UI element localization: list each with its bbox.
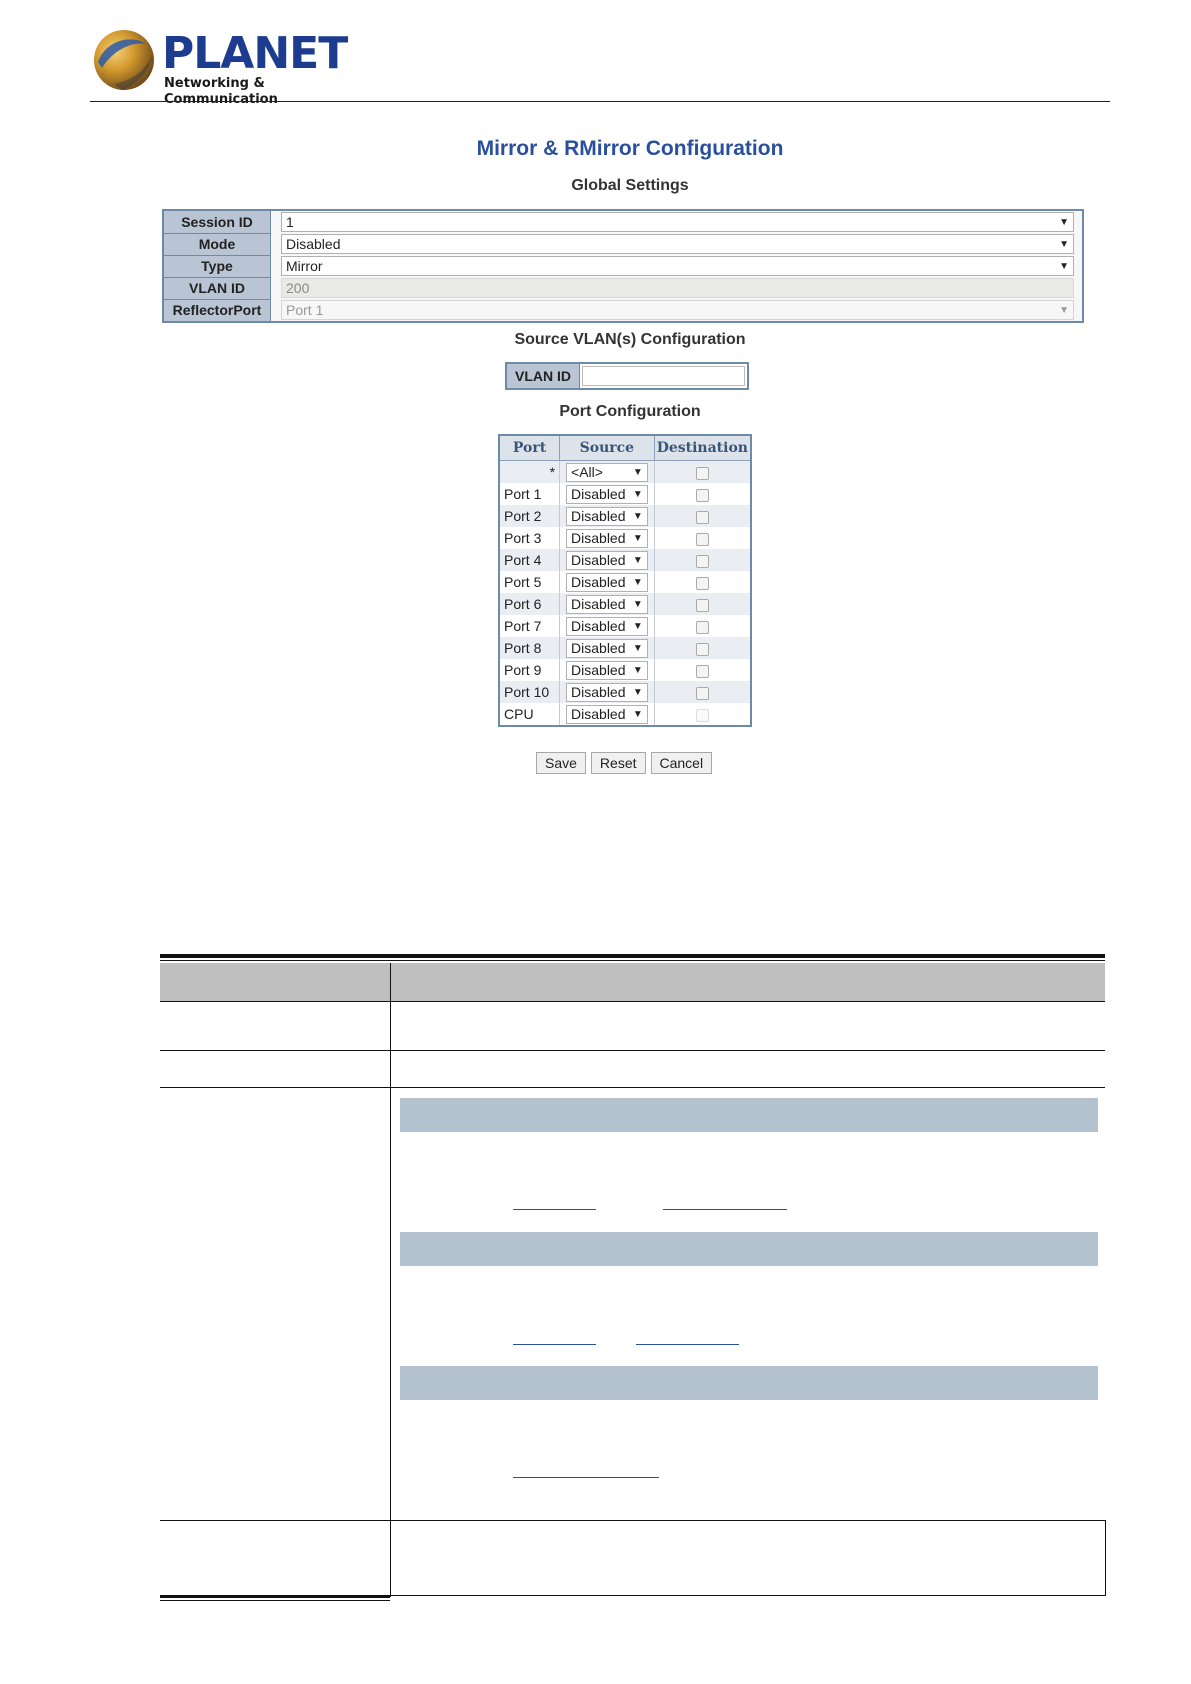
port-cell: Port 1 — [499, 483, 560, 505]
port-header: Port — [499, 435, 560, 461]
source-select[interactable] — [566, 617, 648, 636]
session-id-select[interactable] — [281, 212, 1074, 232]
destination-checkbox[interactable] — [696, 687, 709, 700]
table-row — [499, 571, 751, 593]
session-id-label: Session ID — [163, 210, 271, 233]
row-divider — [160, 1087, 1105, 1088]
source-value: Disabled — [571, 684, 626, 700]
table-row — [499, 703, 751, 726]
table-row — [499, 637, 751, 659]
source-select[interactable] — [566, 639, 648, 658]
port-cell: CPU — [499, 703, 560, 726]
chevron-down-icon: ▼ — [632, 686, 643, 698]
table-bottom-rule — [160, 1595, 390, 1598]
source-value: Disabled — [571, 530, 626, 546]
source-value: Disabled — [571, 596, 626, 612]
destination-checkbox[interactable] — [696, 577, 709, 590]
row-divider — [160, 1050, 1105, 1051]
table-row — [499, 681, 751, 703]
table-top-rule — [160, 954, 1105, 958]
chevron-down-icon: ▼ — [632, 466, 643, 478]
source-value: Disabled — [571, 662, 626, 678]
subsection-band — [400, 1232, 1098, 1266]
chevron-down-icon: ▼ — [632, 532, 643, 544]
global-settings-title: Global Settings — [571, 177, 689, 194]
vlan-id-input: 200 — [281, 278, 1074, 298]
cancel-button[interactable]: Cancel — [651, 752, 713, 774]
source-select[interactable] — [566, 485, 648, 504]
chevron-down-icon: ▼ — [632, 488, 643, 500]
table-row — [499, 615, 751, 637]
planet-logo — [92, 28, 352, 107]
action-buttons — [536, 752, 712, 774]
type-value: Mirror — [286, 258, 323, 274]
source-value: Disabled — [571, 574, 626, 590]
source-select[interactable] — [566, 507, 648, 526]
table-row — [499, 505, 751, 527]
source-header: Source — [560, 435, 655, 461]
header-divider — [90, 101, 1110, 102]
save-button[interactable]: Save — [536, 752, 586, 774]
source-value: Disabled — [571, 486, 626, 502]
link-underline[interactable] — [636, 1344, 739, 1345]
source-select[interactable] — [566, 463, 648, 482]
mode-label: Mode — [163, 233, 271, 255]
source-vlan-label: VLAN ID — [507, 364, 580, 388]
table-row — [499, 483, 751, 505]
table-top-rule — [160, 960, 1105, 961]
subsection-band — [400, 1098, 1098, 1132]
port-cell: * — [499, 461, 560, 484]
chevron-down-icon: ▼ — [632, 642, 643, 654]
source-vlan-title: Source VLAN(s) Configuration — [514, 331, 746, 348]
link-underline[interactable] — [663, 1209, 787, 1210]
mode-value: Disabled — [286, 236, 341, 252]
source-value: Disabled — [571, 508, 626, 524]
port-cell: Port 3 — [499, 527, 560, 549]
chevron-down-icon: ▼ — [632, 664, 643, 676]
destination-checkbox — [696, 709, 709, 722]
source-value: <All> — [571, 464, 603, 480]
description-table — [160, 954, 1105, 1597]
page-title: Mirror & RMirror Configuration — [476, 137, 784, 160]
column-divider — [390, 963, 391, 1597]
destination-checkbox[interactable] — [696, 621, 709, 634]
source-value: Disabled — [571, 552, 626, 568]
row-divider — [160, 1001, 1105, 1002]
reflector-port-value: Port 1 — [286, 302, 324, 318]
brand-tagline: Networking & Communication — [164, 76, 278, 107]
link-underline[interactable] — [513, 1477, 659, 1478]
table-row — [499, 549, 751, 571]
vlan-id-label: VLAN ID — [163, 277, 271, 299]
port-cell: Port 6 — [499, 593, 560, 615]
row-divider — [160, 1520, 390, 1521]
link-underline[interactable] — [513, 1209, 596, 1210]
port-cell: Port 7 — [499, 615, 560, 637]
port-cell: Port 5 — [499, 571, 560, 593]
last-row-cell — [390, 1520, 1106, 1596]
chevron-down-icon: ▼ — [1059, 304, 1069, 316]
subsection-band — [400, 1366, 1098, 1400]
destination-header: Destination — [654, 435, 751, 461]
session-id-value: 1 — [286, 214, 294, 230]
chevron-down-icon: ▼ — [632, 708, 643, 720]
reset-button[interactable]: Reset — [591, 752, 646, 774]
table-header-row — [160, 963, 1105, 1001]
port-cell: Port 8 — [499, 637, 560, 659]
source-vlan-box — [505, 362, 749, 390]
table-bottom-rule — [160, 1600, 390, 1601]
table-row — [499, 593, 751, 615]
chevron-down-icon: ▼ — [632, 554, 643, 566]
link-underline[interactable] — [513, 1344, 596, 1345]
brand-name: PLANET — [162, 28, 348, 79]
port-config-title: Port Configuration — [559, 403, 701, 420]
source-select[interactable] — [566, 573, 648, 592]
chevron-down-icon: ▼ — [632, 510, 643, 522]
destination-checkbox[interactable] — [696, 511, 709, 524]
destination-checkbox[interactable] — [696, 467, 709, 480]
chevron-down-icon: ▼ — [1059, 238, 1069, 250]
source-value: Disabled — [571, 618, 626, 634]
table-row — [499, 461, 751, 484]
port-cell: Port 2 — [499, 505, 560, 527]
port-config-table — [498, 434, 752, 727]
chevron-down-icon: ▼ — [1059, 260, 1069, 272]
destination-checkbox[interactable] — [696, 599, 709, 612]
destination-checkbox[interactable] — [696, 489, 709, 502]
table-row — [499, 527, 751, 549]
source-select[interactable] — [566, 661, 648, 680]
source-vlan-input[interactable] — [582, 366, 745, 386]
chevron-down-icon: ▼ — [632, 598, 643, 610]
source-select[interactable] — [566, 705, 648, 724]
global-settings-table — [162, 209, 1084, 323]
reflector-port-label: ReflectorPort — [163, 299, 271, 322]
chevron-down-icon: ▼ — [1059, 216, 1069, 228]
destination-checkbox[interactable] — [696, 555, 709, 568]
reflector-port-select — [281, 300, 1074, 320]
type-label: Type — [163, 255, 271, 277]
destination-checkbox[interactable] — [696, 665, 709, 678]
destination-checkbox[interactable] — [696, 533, 709, 546]
source-select[interactable] — [566, 683, 648, 702]
table-row — [499, 659, 751, 681]
port-cell: Port 9 — [499, 659, 560, 681]
source-select[interactable] — [566, 529, 648, 548]
port-cell: Port 4 — [499, 549, 560, 571]
source-value: Disabled — [571, 706, 626, 722]
source-select[interactable] — [566, 551, 648, 570]
chevron-down-icon: ▼ — [632, 620, 643, 632]
chevron-down-icon: ▼ — [632, 576, 643, 588]
type-select[interactable] — [281, 256, 1074, 276]
destination-checkbox[interactable] — [696, 643, 709, 656]
mode-select[interactable] — [281, 234, 1074, 254]
globe-icon — [92, 28, 156, 92]
source-select[interactable] — [566, 595, 648, 614]
port-cell: Port 10 — [499, 681, 560, 703]
source-value: Disabled — [571, 640, 626, 656]
